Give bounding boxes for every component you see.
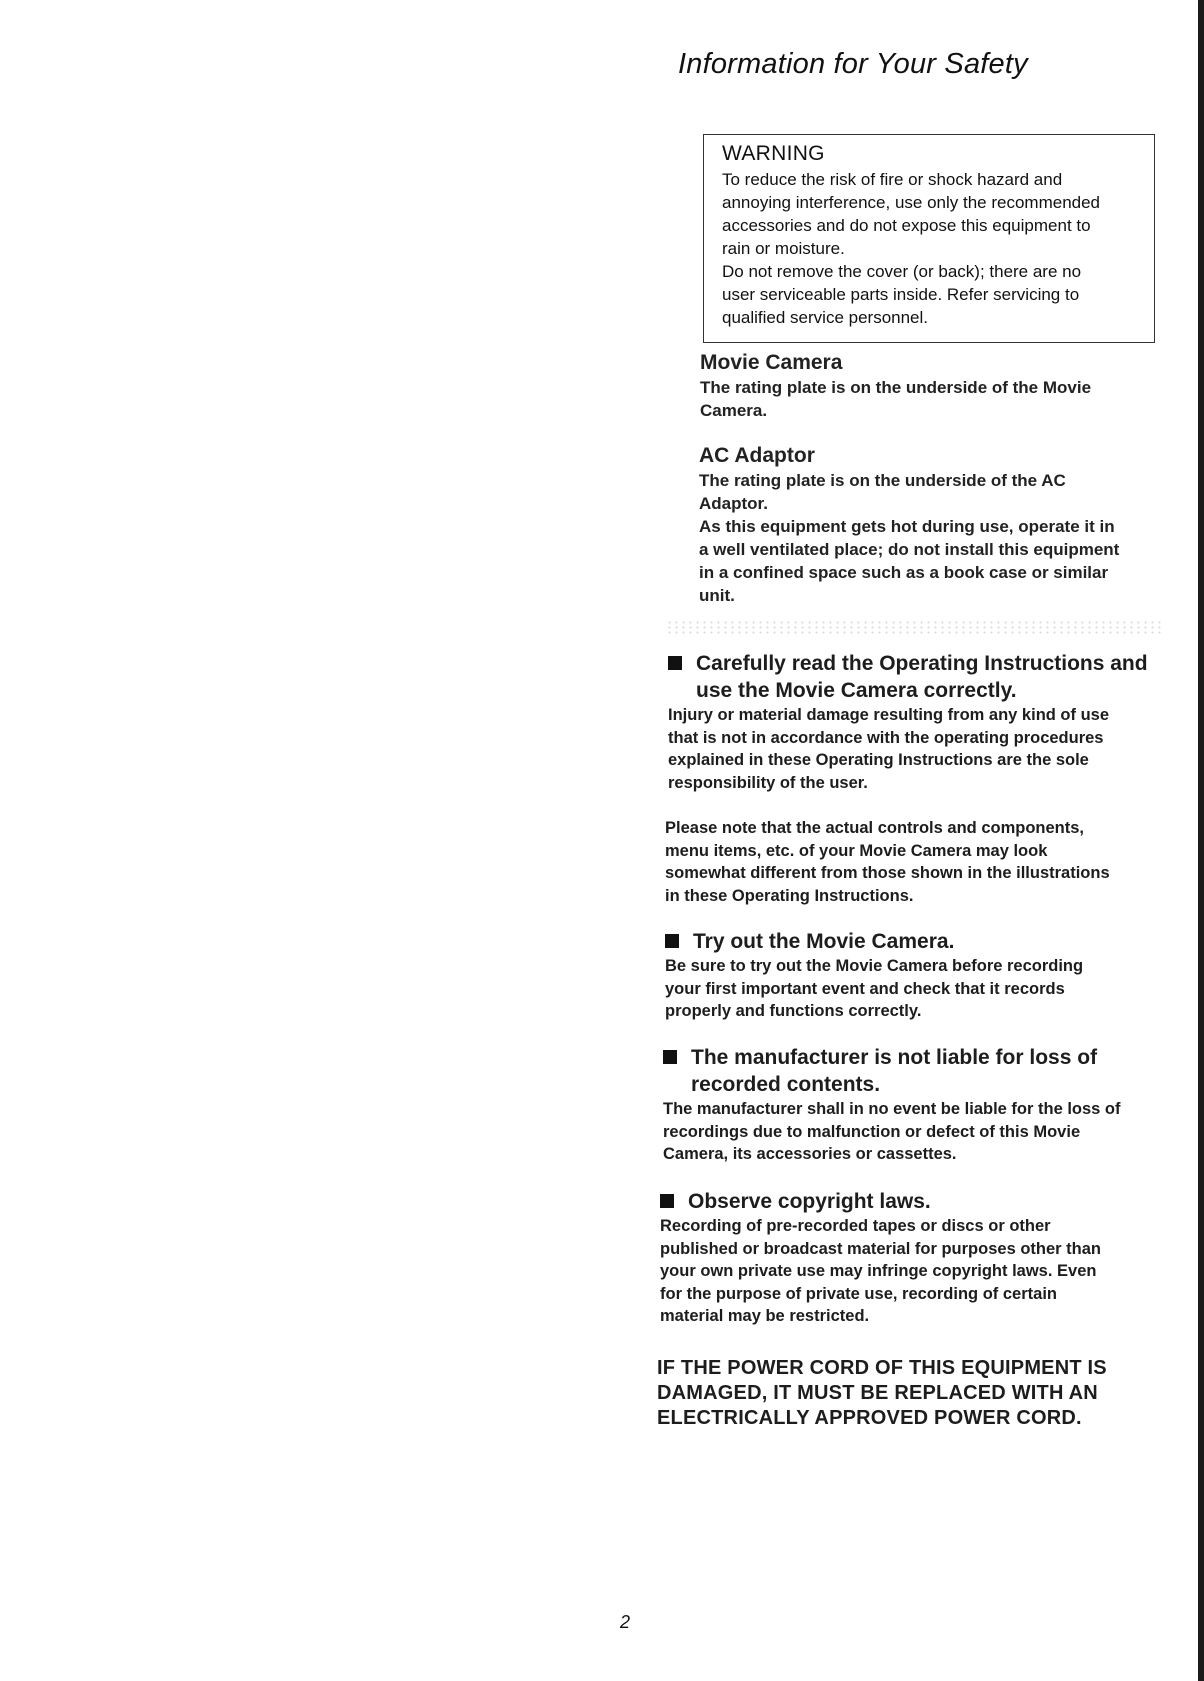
power-cord-notice <box>657 1356 1157 1431</box>
stipple-divider <box>666 620 1164 636</box>
section-heading <box>663 1044 1178 1098</box>
page-edge <box>1198 0 1204 1681</box>
text-line: properly and functions correctly. <box>665 1002 922 1020</box>
text-line: in these Operating Instructions. <box>665 886 914 905</box>
text-line: Please note that the actual controls and components, <box>665 819 1084 837</box>
text-line: qualified service personnel. <box>722 308 929 327</box>
text-line: recorded contents. <box>691 1073 881 1096</box>
power-cord-text <box>657 1356 1157 1431</box>
warning-box <box>703 134 1155 343</box>
ac-adaptor-heading: AC Adaptor <box>699 444 815 467</box>
try-out-section <box>665 928 1175 1023</box>
text-line: Observe copyright laws. <box>688 1190 931 1213</box>
text-line: accessories and do not expose this equipment to <box>722 216 1091 235</box>
text-line: your first important event and check that it records <box>665 979 1065 998</box>
text-line: responsibility of the user. <box>668 773 868 792</box>
section-body <box>660 1215 1175 1328</box>
text-line: recordings due to malfunction or defect of this Movie <box>663 1122 1081 1141</box>
text-line: published or broadcast material for purposes other than <box>660 1239 1101 1258</box>
text-line: unit. <box>699 586 735 605</box>
warning-heading: WARNING <box>722 142 825 165</box>
page-number: 2 <box>620 1612 631 1632</box>
page-title: Information for Your Safety <box>678 48 1028 80</box>
text-line: Try out the Movie Camera. <box>693 930 955 953</box>
ac-adaptor-section <box>699 443 1161 607</box>
copyright-section <box>660 1188 1175 1328</box>
ac-adaptor-text <box>699 469 1161 607</box>
text-line: annoying interference, use only the recommended <box>722 193 1101 212</box>
bullet-square-icon <box>668 656 682 670</box>
section-body <box>663 1098 1178 1166</box>
note-section <box>665 817 1175 907</box>
text-line: your own private use may infringe copyright laws. Even <box>660 1262 1097 1280</box>
movie-camera-text <box>700 376 1160 422</box>
text-line: that is not in accordance with the operating procedures <box>668 728 1104 747</box>
text-line: use the Movie Camera correctly. <box>696 679 1017 702</box>
movie-camera-section <box>700 350 1160 422</box>
text-line: Injury or material damage resulting from any kind of use <box>668 706 1110 724</box>
text-line: The rating plate is on the underside of the AC <box>699 471 1066 490</box>
text-line: somewhat different from those shown in the illustrations <box>665 864 1110 882</box>
bullet-square-icon <box>665 934 679 948</box>
warning-text <box>722 168 1138 329</box>
text-line: The rating plate is on the underside of the Movie <box>700 378 1092 397</box>
text-line: To reduce the risk of fire or shock hazard and <box>722 170 1063 189</box>
section-heading <box>660 1188 1175 1215</box>
text-line: DAMAGED, IT MUST BE REPLACED WITH AN <box>657 1382 1098 1404</box>
text-line: Camera. <box>700 401 768 420</box>
text-line: Camera, its accessories or cassettes. <box>663 1145 957 1163</box>
text-line: menu items, etc. of your Movie Camera may look <box>665 841 1048 860</box>
section-body <box>668 704 1178 794</box>
text-line: explained in these Operating Instructions are the sole <box>668 751 1089 769</box>
text-line: for the purpose of private use, recording of certain <box>660 1284 1057 1303</box>
text-line: Recording of pre-recorded tapes or discs or other <box>660 1217 1051 1235</box>
liability-section <box>663 1044 1178 1166</box>
text-line: Be sure to try out the Movie Camera before recording <box>665 957 1084 975</box>
text-line: IF THE POWER CORD OF THIS EQUIPMENT IS <box>657 1357 1107 1379</box>
note-text <box>665 817 1175 907</box>
bullet-square-icon <box>663 1050 677 1064</box>
section-heading <box>668 650 1178 704</box>
text-line: ELECTRICALLY APPROVED POWER CORD. <box>657 1407 1082 1429</box>
text-line: user serviceable parts inside. Refer servicing to <box>722 285 1080 304</box>
text-line: The manufacturer is not liable for loss of <box>691 1046 1098 1069</box>
section-heading <box>665 928 1175 955</box>
text-line: Adaptor. <box>699 494 768 513</box>
operating-instructions-section <box>668 650 1178 794</box>
text-line: rain or moisture. <box>722 239 845 258</box>
text-line: The manufacturer shall in no event be liable for the loss of <box>663 1100 1121 1118</box>
text-line: a well ventilated place; do not install this equipment <box>699 540 1120 559</box>
text-line: As this equipment gets hot during use, operate it in <box>699 517 1115 536</box>
bullet-square-icon <box>660 1194 674 1208</box>
text-line: Do not remove the cover (or back); there are no <box>722 262 1082 281</box>
text-line: in a confined space such as a book case or similar <box>699 563 1109 582</box>
section-body <box>665 955 1175 1023</box>
movie-camera-heading: Movie Camera <box>700 351 843 374</box>
text-line: material may be restricted. <box>660 1307 870 1325</box>
text-line: Carefully read the Operating Instructions and <box>696 652 1148 675</box>
